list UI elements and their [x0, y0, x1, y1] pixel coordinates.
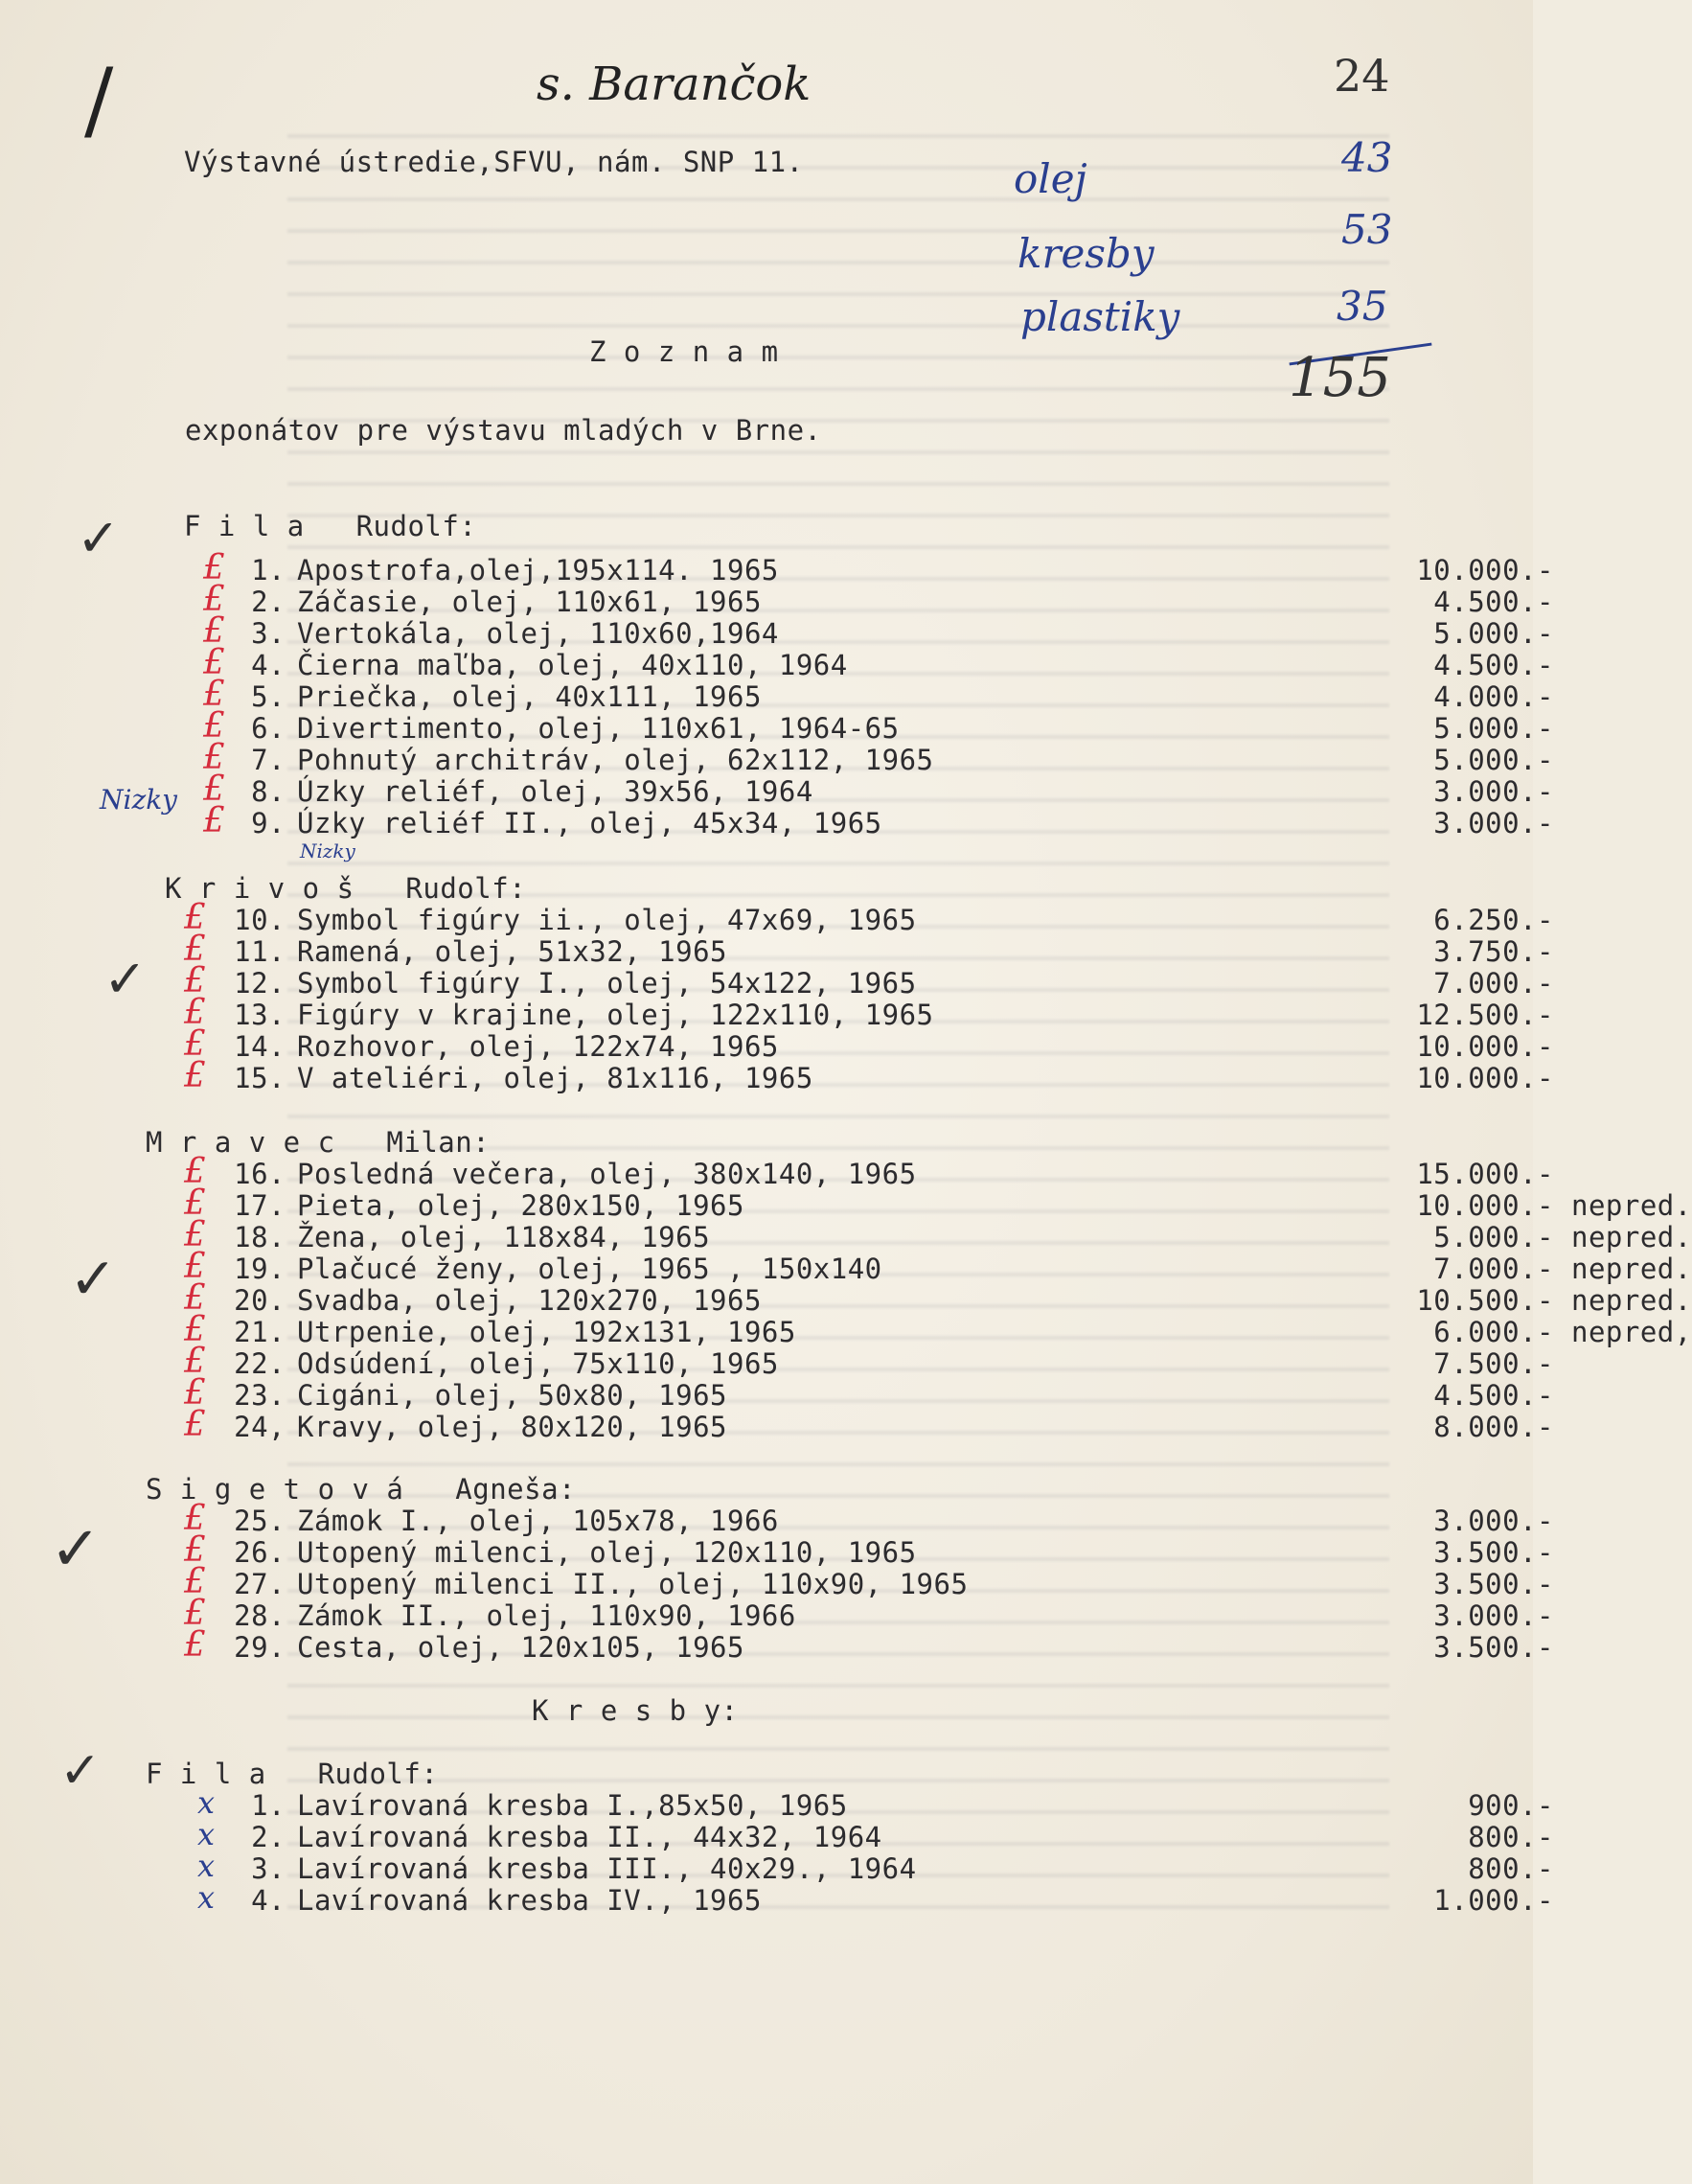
red-check-mark: £: [184, 993, 206, 1032]
item-number: 18.: [234, 1221, 286, 1253]
corner-slash-mark: /: [84, 50, 114, 150]
item-price: 7.500.-: [1433, 1347, 1554, 1380]
red-check-mark: £: [184, 1562, 206, 1601]
note-count-35: 35: [1337, 283, 1388, 330]
red-check-mark: £: [184, 1499, 206, 1538]
item-price: 3.750.-: [1433, 935, 1554, 968]
item-description: Zámok I., olej, 105x78, 1966: [297, 1505, 779, 1537]
red-check-mark: £: [184, 1625, 206, 1665]
item-price: 15.000.-: [1416, 1158, 1554, 1190]
checkmark-krivos: ✓: [103, 949, 148, 1009]
item-note: nepred,: [1571, 1316, 1692, 1348]
item-description: Lavírovaná kresba II., 44x32, 1964: [297, 1821, 882, 1853]
artist-fila: F i l a Rudolf:: [184, 510, 477, 542]
item-number: 7.: [251, 744, 286, 776]
item-price: 5.000.-: [1433, 744, 1554, 776]
item-price: 6.000.-: [1433, 1316, 1554, 1348]
red-check-mark: £: [203, 548, 225, 587]
item-description: Lavírovaná kresba IV., 1965: [297, 1884, 762, 1917]
item-price: 3.000.-: [1433, 1505, 1554, 1537]
note-category-olej: olej: [1014, 155, 1087, 202]
signature-baranok: s. Barančok: [537, 57, 812, 111]
item-number: 6.: [251, 712, 286, 745]
item-description: Odsúdení, olej, 75x110, 1965: [297, 1347, 779, 1380]
item-number: 16.: [234, 1158, 286, 1190]
item-number: 2.: [251, 586, 286, 618]
item-number: 9.: [251, 807, 286, 839]
item-number: 4.: [251, 649, 286, 681]
red-check-mark: £: [184, 1405, 206, 1444]
item-description: Divertimento, olej, 110x61, 1964-65: [297, 712, 900, 745]
item-description: Rozhovor, olej, 122x74, 1965: [297, 1030, 779, 1063]
blue-x-mark: x: [197, 1816, 216, 1852]
red-check-mark: £: [184, 898, 206, 937]
red-check-mark: £: [203, 675, 225, 714]
item-price: 3.500.-: [1433, 1631, 1554, 1664]
item-number: 3.: [251, 1852, 286, 1885]
red-check-mark: £: [184, 1278, 206, 1318]
item-price: 10.000.-: [1416, 1030, 1554, 1063]
item-number: 4.: [251, 1884, 286, 1917]
item-price: 10.500.-: [1416, 1284, 1554, 1317]
item-price: 7.000.-: [1433, 967, 1554, 1000]
note-category-kresby: kresby: [1017, 230, 1155, 277]
item-number: 23.: [234, 1379, 286, 1412]
red-check-mark: £: [203, 738, 225, 777]
item-price: 6.250.-: [1433, 904, 1554, 936]
item-description: V ateliéri, olej, 81x116, 1965: [297, 1062, 813, 1094]
item-price: 3.000.-: [1433, 807, 1554, 839]
red-check-mark: £: [184, 1373, 206, 1413]
item-description: Utopený milenci, olej, 120x110, 1965: [297, 1536, 917, 1569]
item-number: 1.: [251, 1789, 286, 1822]
item-description: Cesta, olej, 120x105, 1965: [297, 1631, 744, 1664]
item-number: 8.: [251, 775, 286, 808]
item-description: Záčasie, olej, 110x61, 1965: [297, 586, 762, 618]
red-check-mark: £: [184, 1152, 206, 1191]
red-check-mark: £: [203, 580, 225, 619]
item-price: 12.500.-: [1416, 999, 1554, 1031]
item-description: Pohnutý architráv, olej, 62x112, 1965: [297, 744, 934, 776]
item-number: 20.: [234, 1284, 286, 1317]
item-number: 5.: [251, 680, 286, 713]
checkmark-kresby: ✓: [59, 1742, 102, 1800]
item-price: 4.500.-: [1433, 1379, 1554, 1412]
item-description: Vertokála, olej, 110x60,1964: [297, 617, 779, 650]
item-description: Čierna maľba, olej, 40x110, 1964: [297, 649, 848, 681]
item-number: 13.: [234, 999, 286, 1031]
artist-sigetova: S i g e t o v á Agneša:: [146, 1473, 576, 1506]
item-number: 24,: [234, 1411, 286, 1443]
checkmark-mravec: ✓: [69, 1246, 118, 1313]
item-price: 3.000.-: [1433, 1599, 1554, 1632]
item-number: 22.: [234, 1347, 286, 1380]
artist-krivos: K r i v o š Rudolf:: [165, 872, 527, 905]
item-description: Úzky reliéf, olej, 39x56, 1964: [297, 775, 813, 808]
item-number: 17.: [234, 1189, 286, 1222]
red-check-mark: £: [184, 1594, 206, 1633]
item-note: nepred.: [1571, 1284, 1692, 1317]
item-description: Figúry v krajine, olej, 122x110, 1965: [297, 999, 934, 1031]
item-note: nepred.: [1571, 1189, 1692, 1222]
red-check-mark: £: [184, 1530, 206, 1570]
item-number: 11.: [234, 935, 286, 968]
document-subtitle: exponátov pre výstavu mladých v Brne.: [185, 414, 822, 447]
item-description: Symbol figúry I., olej, 54x122, 1965: [297, 967, 917, 1000]
item-price: 4.500.-: [1433, 649, 1554, 681]
item-price: 3.000.-: [1433, 775, 1554, 808]
red-check-mark: £: [184, 961, 206, 1000]
blue-x-mark: x: [197, 1879, 216, 1916]
red-check-mark: £: [184, 1247, 206, 1286]
red-check-mark: £: [184, 1024, 206, 1064]
item-description: Lavírovaná kresba III., 40x29., 1964: [297, 1852, 917, 1885]
checkmark-fila: ✓: [77, 508, 121, 568]
item-number: 2.: [251, 1821, 286, 1853]
blue-x-mark: x: [197, 1784, 216, 1821]
item-description: Pieta, olej, 280x150, 1965: [297, 1189, 744, 1222]
item-number: 28.: [234, 1599, 286, 1632]
item-price: 3.500.-: [1433, 1568, 1554, 1600]
item-description: Priečka, olej, 40x111, 1965: [297, 680, 762, 713]
item-description: Zámok II., olej, 110x90, 1966: [297, 1599, 796, 1632]
red-check-mark: £: [203, 706, 225, 746]
item-number: 21.: [234, 1316, 286, 1348]
item-number: 3.: [251, 617, 286, 650]
item-number: 25.: [234, 1505, 286, 1537]
note-count-24: 24: [1334, 50, 1390, 102]
checkmark-sigetova: ✓: [50, 1514, 102, 1585]
item-number: 19.: [234, 1253, 286, 1285]
item-price: 10.000.-: [1416, 554, 1554, 586]
item-description: Kravy, olej, 80x120, 1965: [297, 1411, 727, 1443]
red-check-mark: £: [203, 770, 225, 809]
item-price: 5.000.-: [1433, 712, 1554, 745]
red-check-mark: £: [184, 930, 206, 969]
item-number: 15.: [234, 1062, 286, 1094]
item-number: 1.: [251, 554, 286, 586]
item-description: Ramená, olej, 51x32, 1965: [297, 935, 727, 968]
note-category-plastiky: plastiky: [1020, 293, 1180, 340]
item-description: Utopený milenci II., olej, 110x90, 1965: [297, 1568, 969, 1600]
red-check-mark: £: [184, 1342, 206, 1381]
red-check-mark: £: [184, 1215, 206, 1254]
item-price: 10.000.-: [1416, 1062, 1554, 1094]
item-description: Utrpenie, olej, 192x131, 1965: [297, 1316, 796, 1348]
red-check-mark: £: [184, 1056, 206, 1095]
item-description: Plačucé ženy, olej, 1965 , 150x140: [297, 1253, 882, 1285]
handwritten-nizky-note-2: Nizky: [300, 839, 355, 862]
kresby-heading: K r e s b y:: [532, 1694, 739, 1727]
red-check-mark: £: [184, 1184, 206, 1223]
note-count-43: 43: [1341, 134, 1393, 181]
item-description: Apostrofa,olej,195x114. 1965: [297, 554, 779, 586]
item-price: 1.000.-: [1433, 1884, 1554, 1917]
item-number: 10.: [234, 904, 286, 936]
item-price: 900.-: [1468, 1789, 1554, 1822]
item-note: nepred.: [1571, 1221, 1692, 1253]
red-check-mark: £: [184, 1310, 206, 1349]
item-price: 5.000.-: [1433, 617, 1554, 650]
item-description: Posledná večera, olej, 380x140, 1965: [297, 1158, 917, 1190]
item-note: nepred.: [1571, 1253, 1692, 1285]
item-number: 29.: [234, 1631, 286, 1664]
red-check-mark: £: [203, 643, 225, 682]
item-price: 4.000.-: [1433, 680, 1554, 713]
item-number: 26.: [234, 1536, 286, 1569]
item-price: 800.-: [1468, 1821, 1554, 1853]
artist-mravec: M r a v e c Milan:: [146, 1126, 491, 1159]
item-description: Úzky reliéf II., olej, 45x34, 1965: [297, 807, 882, 839]
item-price: 3.500.-: [1433, 1536, 1554, 1569]
item-description: Lavírovaná kresba I.,85x50, 1965: [297, 1789, 848, 1822]
item-number: 27.: [234, 1568, 286, 1600]
red-check-mark: £: [203, 801, 225, 840]
item-description: Svadba, olej, 120x270, 1965: [297, 1284, 762, 1317]
document-title: Z o z n a m: [589, 335, 779, 368]
item-description: Cigáni, olej, 50x80, 1965: [297, 1379, 727, 1412]
red-check-mark: £: [203, 611, 225, 651]
note-total-155: 155: [1289, 347, 1391, 409]
item-description: Symbol figúry ii., olej, 47x69, 1965: [297, 904, 917, 936]
item-number: 14.: [234, 1030, 286, 1063]
note-count-53: 53: [1341, 206, 1393, 253]
item-price: 7.000.-: [1433, 1253, 1554, 1285]
handwritten-nizky-note: Nizky: [100, 784, 177, 816]
item-price: 800.-: [1468, 1852, 1554, 1885]
item-description: Žena, olej, 118x84, 1965: [297, 1221, 711, 1253]
item-price: 5.000.-: [1433, 1221, 1554, 1253]
institution-line: Výstavné ústredie,SFVU, nám. SNP 11.: [184, 146, 804, 178]
item-price: 8.000.-: [1433, 1411, 1554, 1443]
blue-x-mark: x: [197, 1848, 216, 1884]
artist-fila-kresby: F i l a Rudolf:: [146, 1758, 439, 1790]
item-number: 12.: [234, 967, 286, 1000]
item-price: 10.000.-: [1416, 1189, 1554, 1222]
item-price: 4.500.-: [1433, 586, 1554, 618]
